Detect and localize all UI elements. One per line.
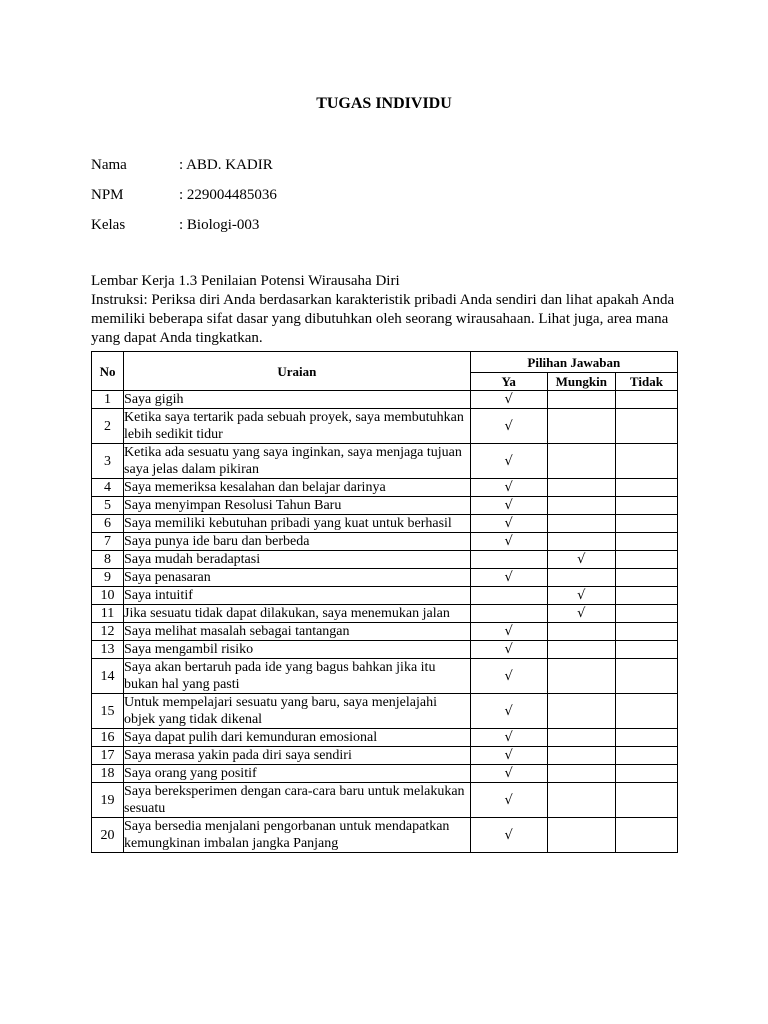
answer-cell-tidak bbox=[615, 587, 677, 605]
check-mark-icon: √ bbox=[504, 827, 513, 843]
row-statement: Saya penasaran bbox=[124, 569, 471, 587]
answer-cell-tidak bbox=[615, 659, 677, 694]
check-mark-icon: √ bbox=[504, 642, 513, 657]
answer-cell-ya bbox=[470, 641, 547, 659]
answer-cell-tidak bbox=[615, 641, 677, 659]
answer-cell-ya bbox=[470, 569, 547, 587]
row-statement: Saya menyimpan Resolusi Tahun Baru bbox=[124, 497, 471, 515]
row-number: 15 bbox=[92, 694, 124, 729]
row-number: 17 bbox=[92, 747, 124, 765]
answer-cell-tidak bbox=[615, 497, 677, 515]
check-mark-icon: √ bbox=[577, 606, 586, 621]
answer-cell-mungkin bbox=[547, 551, 615, 569]
answer-cell-mungkin bbox=[547, 641, 615, 659]
answer-cell-tidak bbox=[615, 605, 677, 623]
answer-cell-ya bbox=[470, 409, 547, 444]
table-row bbox=[92, 551, 678, 569]
answer-cell-mungkin bbox=[547, 729, 615, 747]
header-pilihan-jawaban: Pilihan Jawaban bbox=[470, 352, 677, 373]
info-label: Kelas bbox=[91, 217, 126, 233]
row-statement: Untuk mempelajari sesuatu yang baru, saya menjelajahi objek yang tidak dikenal bbox=[124, 694, 471, 729]
check-mark-icon: √ bbox=[577, 588, 586, 603]
row-number: 11 bbox=[92, 605, 124, 623]
row-number: 8 bbox=[92, 551, 124, 569]
table-row bbox=[92, 587, 678, 605]
instructions-text: Instruksi: Periksa diri Anda berdasarkan karakteristik pribadi Anda sendiri dan lihat apakah Anda memiliki beberapa sifat dasar yang dibutuhkan oleh seorang wirausahaan. Lihat juga, area mana yang dapat Anda tingkatkan. bbox=[91, 292, 675, 346]
table-body bbox=[92, 391, 678, 853]
check-mark-icon: √ bbox=[504, 453, 513, 469]
answer-cell-ya bbox=[470, 729, 547, 747]
table-row bbox=[92, 479, 678, 497]
header-mungkin: Mungkin bbox=[547, 373, 615, 391]
row-number: 10 bbox=[92, 587, 124, 605]
answer-cell-mungkin bbox=[547, 783, 615, 818]
answer-cell-ya bbox=[470, 747, 547, 765]
answer-cell-mungkin bbox=[547, 569, 615, 587]
row-number: 18 bbox=[92, 765, 124, 783]
table-row bbox=[92, 391, 678, 409]
answer-cell-ya bbox=[470, 533, 547, 551]
row-statement: Saya memeriksa kesalahan dan belajar darinya bbox=[124, 479, 471, 497]
answer-cell-tidak bbox=[615, 818, 677, 853]
answer-cell-mungkin bbox=[547, 444, 615, 479]
row-statement: Saya bereksperimen dengan cara-cara baru untuk melakukan sesuatu bbox=[124, 783, 471, 818]
answer-cell-tidak bbox=[615, 444, 677, 479]
answer-cell-ya bbox=[470, 818, 547, 853]
answer-cell-ya bbox=[470, 391, 547, 409]
check-mark-icon: √ bbox=[504, 534, 513, 549]
info-row-nama bbox=[91, 157, 691, 177]
header-tidak: Tidak bbox=[615, 373, 677, 391]
answer-cell-mungkin bbox=[547, 694, 615, 729]
answer-cell-ya bbox=[470, 765, 547, 783]
row-statement: Saya akan bertaruh pada ide yang bagus bahkan jika itu bukan hal yang pasti bbox=[124, 659, 471, 694]
table-row bbox=[92, 497, 678, 515]
answer-cell-ya bbox=[470, 515, 547, 533]
row-statement: Saya mudah beradaptasi bbox=[124, 551, 471, 569]
table-row bbox=[92, 515, 678, 533]
answer-cell-tidak bbox=[615, 515, 677, 533]
row-number: 3 bbox=[92, 444, 124, 479]
header-ya: Ya bbox=[470, 373, 547, 391]
row-number: 14 bbox=[92, 659, 124, 694]
check-mark-icon: √ bbox=[504, 668, 513, 684]
table-row bbox=[92, 569, 678, 587]
check-mark-icon: √ bbox=[504, 730, 513, 745]
row-number: 12 bbox=[92, 623, 124, 641]
answer-cell-mungkin bbox=[547, 533, 615, 551]
answer-cell-ya bbox=[470, 551, 547, 569]
row-number: 20 bbox=[92, 818, 124, 853]
row-number: 16 bbox=[92, 729, 124, 747]
table-row bbox=[92, 533, 678, 551]
check-mark-icon: √ bbox=[504, 498, 513, 513]
worksheet-title: Lembar Kerja 1.3 Penilaian Potensi Wirausaha Diri bbox=[91, 273, 400, 289]
row-statement: Saya intuitif bbox=[124, 587, 471, 605]
row-statement: Jika sesuatu tidak dapat dilakukan, saya menemukan jalan bbox=[124, 605, 471, 623]
assessment-table bbox=[91, 351, 678, 853]
row-statement: Saya bersedia menjalani pengorbanan untuk mendapatkan kemungkinan imbalan jangka Panjang bbox=[124, 818, 471, 853]
table-row bbox=[92, 605, 678, 623]
table-row bbox=[92, 444, 678, 479]
row-number: 1 bbox=[92, 391, 124, 409]
answer-cell-tidak bbox=[615, 747, 677, 765]
row-statement: Ketika saya tertarik pada sebuah proyek, saya membutuhkan lebih sedikit tidur bbox=[124, 409, 471, 444]
check-mark-icon: √ bbox=[504, 418, 513, 434]
answer-cell-tidak bbox=[615, 694, 677, 729]
info-row-kelas bbox=[91, 217, 691, 237]
table-row bbox=[92, 729, 678, 747]
row-statement: Saya melihat masalah sebagai tantangan bbox=[124, 623, 471, 641]
row-number: 19 bbox=[92, 783, 124, 818]
answer-cell-mungkin bbox=[547, 409, 615, 444]
info-value: : ABD. KADIR bbox=[179, 157, 273, 173]
check-mark-icon: √ bbox=[504, 792, 513, 808]
table-row bbox=[92, 409, 678, 444]
check-mark-icon: √ bbox=[577, 552, 586, 567]
answer-cell-mungkin bbox=[547, 765, 615, 783]
answer-cell-ya bbox=[470, 605, 547, 623]
row-number: 6 bbox=[92, 515, 124, 533]
answer-cell-tidak bbox=[615, 533, 677, 551]
answer-cell-ya bbox=[470, 479, 547, 497]
answer-cell-tidak bbox=[615, 551, 677, 569]
table-row bbox=[92, 694, 678, 729]
row-number: 5 bbox=[92, 497, 124, 515]
answer-cell-tidak bbox=[615, 765, 677, 783]
answer-cell-tidak bbox=[615, 623, 677, 641]
row-number: 4 bbox=[92, 479, 124, 497]
check-mark-icon: √ bbox=[504, 480, 513, 495]
intro-section bbox=[91, 272, 681, 348]
check-mark-icon: √ bbox=[504, 748, 513, 763]
answer-cell-ya bbox=[470, 623, 547, 641]
answer-cell-ya bbox=[470, 444, 547, 479]
answer-cell-mungkin bbox=[547, 587, 615, 605]
document-title: TUGAS INDIVIDU bbox=[316, 95, 452, 112]
answer-cell-mungkin bbox=[547, 391, 615, 409]
row-number: 9 bbox=[92, 569, 124, 587]
answer-cell-ya bbox=[470, 694, 547, 729]
check-mark-icon: √ bbox=[504, 624, 513, 639]
answer-cell-tidak bbox=[615, 479, 677, 497]
table-row bbox=[92, 765, 678, 783]
row-statement: Saya gigih bbox=[124, 391, 471, 409]
answer-cell-ya bbox=[470, 659, 547, 694]
info-row-npm bbox=[91, 187, 691, 207]
answer-cell-mungkin bbox=[547, 605, 615, 623]
answer-cell-mungkin bbox=[547, 747, 615, 765]
check-mark-icon: √ bbox=[504, 392, 513, 407]
answer-cell-ya bbox=[470, 587, 547, 605]
row-statement: Saya merasa yakin pada diri saya sendiri bbox=[124, 747, 471, 765]
answer-cell-tidak bbox=[615, 569, 677, 587]
row-number: 13 bbox=[92, 641, 124, 659]
row-number: 2 bbox=[92, 409, 124, 444]
check-mark-icon: √ bbox=[504, 703, 513, 719]
row-statement: Saya dapat pulih dari kemunduran emosional bbox=[124, 729, 471, 747]
answer-cell-tidak bbox=[615, 783, 677, 818]
check-mark-icon: √ bbox=[504, 516, 513, 531]
answer-cell-mungkin bbox=[547, 623, 615, 641]
row-statement: Saya memiliki kebutuhan pribadi yang kuat untuk berhasil bbox=[124, 515, 471, 533]
table-row bbox=[92, 641, 678, 659]
row-statement: Saya punya ide baru dan berbeda bbox=[124, 533, 471, 551]
answer-cell-tidak bbox=[615, 391, 677, 409]
info-label: Nama bbox=[91, 157, 127, 173]
row-statement: Saya mengambil risiko bbox=[124, 641, 471, 659]
table-row bbox=[92, 783, 678, 818]
answer-cell-mungkin bbox=[547, 515, 615, 533]
row-statement: Saya orang yang positif bbox=[124, 765, 471, 783]
row-number: 7 bbox=[92, 533, 124, 551]
table-row bbox=[92, 659, 678, 694]
answer-cell-mungkin bbox=[547, 497, 615, 515]
table-row bbox=[92, 747, 678, 765]
row-statement: Ketika ada sesuatu yang saya inginkan, saya menjaga tujuan saya jelas dalam pikiran bbox=[124, 444, 471, 479]
table-row bbox=[92, 818, 678, 853]
info-value: : Biologi-003 bbox=[179, 217, 260, 233]
info-value: : 229004485036 bbox=[179, 187, 277, 203]
answer-cell-tidak bbox=[615, 409, 677, 444]
header-no: No bbox=[92, 352, 124, 391]
check-mark-icon: √ bbox=[504, 570, 513, 585]
answer-cell-tidak bbox=[615, 729, 677, 747]
answer-cell-mungkin bbox=[547, 659, 615, 694]
info-label: NPM bbox=[91, 187, 124, 203]
check-mark-icon: √ bbox=[504, 766, 513, 781]
header-uraian: Uraian bbox=[124, 352, 471, 391]
table-row bbox=[92, 623, 678, 641]
answer-cell-mungkin bbox=[547, 479, 615, 497]
answer-cell-mungkin bbox=[547, 818, 615, 853]
answer-cell-ya bbox=[470, 497, 547, 515]
answer-cell-ya bbox=[470, 783, 547, 818]
